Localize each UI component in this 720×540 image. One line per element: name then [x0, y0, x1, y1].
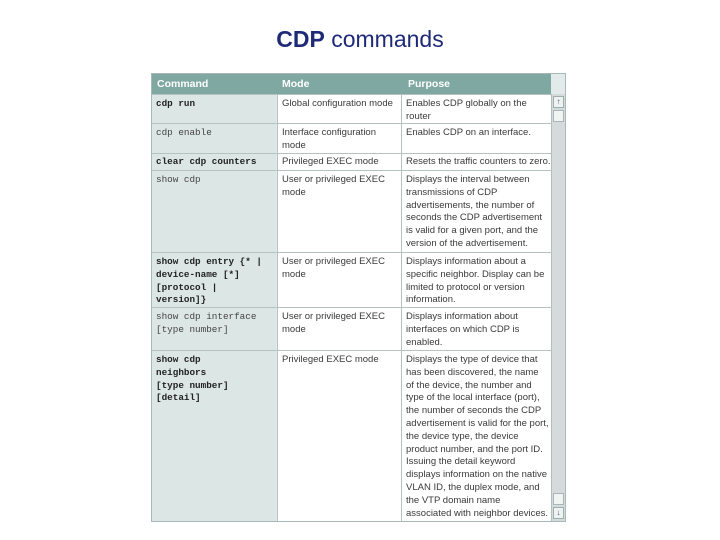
commands-table-window — [151, 73, 566, 522]
purpose-cell: Displays information about a specific neighbor. Display can be limited to protocol or version information. — [401, 253, 551, 308]
purpose-cell: Enables CDP globally on the router — [401, 95, 551, 124]
scroll-down-icon[interactable]: ↓ — [553, 507, 564, 519]
command-cell: show cdp — [152, 171, 276, 253]
mode-cell: Privileged EXEC mode — [277, 154, 401, 171]
table-row — [152, 350, 551, 522]
table-row — [152, 170, 551, 252]
header-command: Command — [157, 78, 209, 90]
command-cell: cdp run — [152, 95, 276, 124]
purpose-cell: Enables CDP on an interface. — [401, 124, 551, 154]
scroll-up-icon[interactable]: ↑ — [553, 96, 564, 108]
mode-cell: User or privileged EXEC mode — [277, 171, 401, 253]
mode-cell: User or privileged EXEC mode — [277, 308, 401, 351]
scroll-thumb-lower[interactable] — [553, 493, 564, 505]
table-row — [152, 307, 551, 350]
mode-cell: Global configuration mode — [277, 95, 401, 124]
purpose-cell: Displays the interval between transmissions of CDP advertisements, the number of seconds the CDP advertisement is valid for a given port, and the version of the advertisement. — [401, 171, 551, 253]
table-header — [152, 74, 551, 94]
purpose-cell: Resets the traffic counters to zero. — [401, 154, 551, 171]
title-cdp: CDP — [276, 26, 325, 52]
mode-cell: User or privileged EXEC mode — [277, 253, 401, 308]
table-row — [152, 94, 551, 123]
purpose-cell: Displays information about interfaces on which CDP is enabled. — [401, 308, 551, 351]
table-row — [152, 123, 551, 153]
table-row — [152, 153, 551, 170]
purpose-cell: Displays the type of device that has been discovered, the name of the device, the number and type of the local interface (port), the number of seconds the CDP advertisement is valid for the port, the device type, the device product number, and the port ID. Issuing the detail keyword displays information on the native VLAN ID, the duplex mode, and the VTP domain name associated with neighbor devices. — [401, 351, 551, 522]
mode-cell: Privileged EXEC mode — [277, 351, 401, 522]
table-row — [152, 252, 551, 307]
command-cell: show cdp entry {* | device-name [*] [protocol | version]} — [152, 253, 276, 308]
page-title — [0, 26, 720, 53]
vertical-scrollbar[interactable] — [551, 94, 565, 521]
command-cell: show cdp interface [type number] — [152, 308, 276, 351]
mode-cell: Interface configuration mode — [277, 124, 401, 154]
command-cell: cdp enable — [152, 124, 276, 154]
command-cell: clear cdp counters — [152, 154, 276, 171]
scroll-thumb[interactable] — [553, 110, 564, 122]
header-mode: Mode — [282, 78, 310, 90]
header-purpose: Purpose — [408, 78, 451, 90]
command-cell: show cdp neighbors [type number] [detail] — [152, 351, 276, 522]
title-rest: commands — [331, 26, 444, 52]
